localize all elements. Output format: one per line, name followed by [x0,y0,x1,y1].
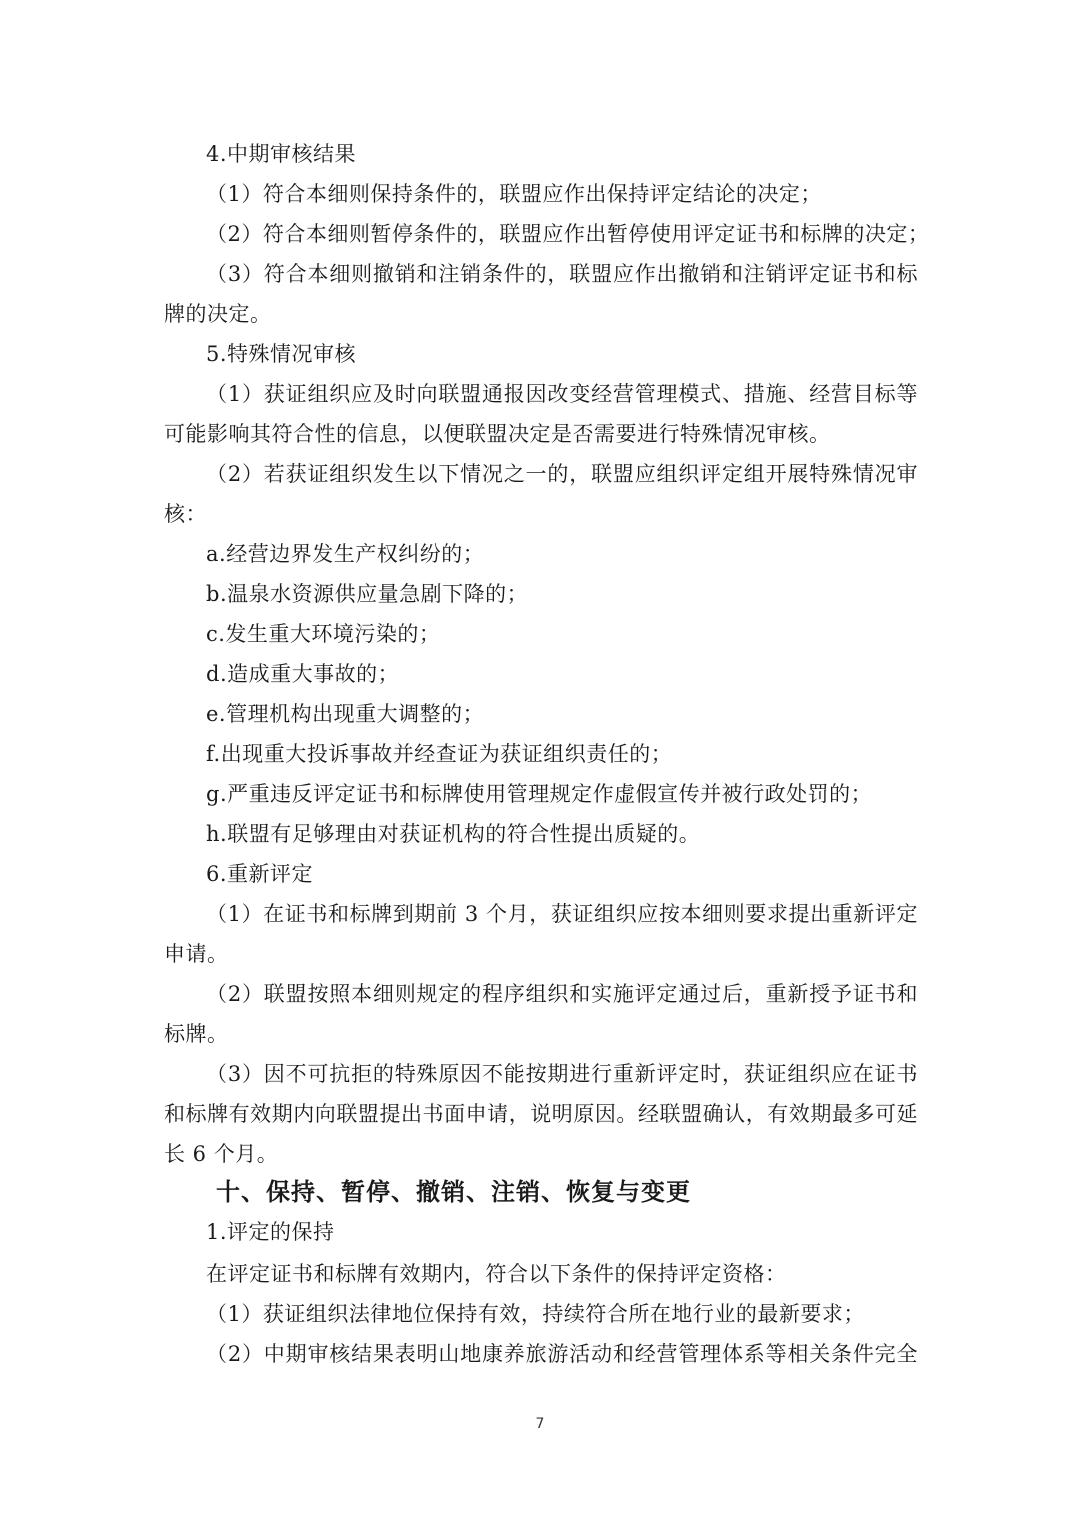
paragraph-line: （2）中期审核结果表明山地康养旅游活动和经营管理体系等相关条件完全 [206,1342,918,1366]
paragraph-line: 长 6 个月。 [164,1142,279,1166]
paragraph-line: （1）获证组织应及时向联盟通报因改变经营管理模式、措施、经营目标等 [206,382,918,406]
paragraph-line: （2）联盟按照本细则规定的程序组织和实施评定通过后，重新授予证书和 [206,982,918,1006]
subsection-title-1: 1.评定的保持 [206,1220,335,1244]
section-heading: 十、保持、暂停、撤销、注销、恢复与变更 [216,1177,691,1206]
subsection-title-4: 4.中期审核结果 [206,142,357,166]
paragraph-line: 可能影响其符合性的信息，以便联盟决定是否需要进行特殊情况审核。 [164,422,831,446]
page-number: 7 [535,1416,545,1432]
paragraph-line: （1）在证书和标牌到期前 3 个月，获证组织应按本细则要求提出重新评定 [206,902,918,926]
paragraph-line: 标牌。 [164,1022,229,1046]
paragraph-line: 申请。 [164,942,229,966]
list-item: d.造成重大事故的； [206,662,400,686]
paragraph-line: （3）符合本细则撤销和注销条件的，联盟应作出撤销和注销评定证书和标 [206,262,918,286]
paragraph-line: 核： [164,502,207,526]
list-item: h.联盟有足够理由对获证机构的符合性提出质疑的。 [206,822,701,846]
list-item: g.严重违反评定证书和标牌使用管理规定作虚假宣传并被行政处罚的； [206,782,873,806]
paragraph-line: （2）若获证组织发生以下情况之一的，联盟应组织评定组开展特殊情况审 [206,462,918,486]
list-item: b.温泉水资源供应量急剧下降的； [206,582,529,606]
list-item: f.出现重大投诉事故并经查证为获证组织责任的； [206,742,673,766]
subsection-title-6: 6.重新评定 [206,862,314,886]
paragraph-line: （1）获证组织法律地位保持有效，持续符合所在地行业的最新要求； [206,1302,865,1326]
paragraph-line: 牌的决定。 [164,302,272,326]
list-item: a.经营边界发生产权纠纷的； [206,542,485,566]
paragraph-line: 在评定证书和标牌有效期内，符合以下条件的保持评定资格： [206,1262,787,1286]
subsection-title-5: 5.特殊情况审核 [206,342,357,366]
list-item: c.发生重大环境污染的； [206,622,441,646]
paragraph-line: （3）因不可抗拒的特殊原因不能按期进行重新评定时，获证组织应在证书 [206,1062,918,1086]
paragraph-line: 和标牌有效期内向联盟提出书面申请，说明原因。经联盟确认，有效期最多可延 [164,1102,918,1126]
list-item: e.管理机构出现重大调整的； [206,702,485,726]
paragraph-line: （2）符合本细则暂停条件的，联盟应作出暂停使用评定证书和标牌的决定； [206,222,930,246]
paragraph-line: （1）符合本细则保持条件的，联盟应作出保持评定结论的决定； [206,182,822,206]
